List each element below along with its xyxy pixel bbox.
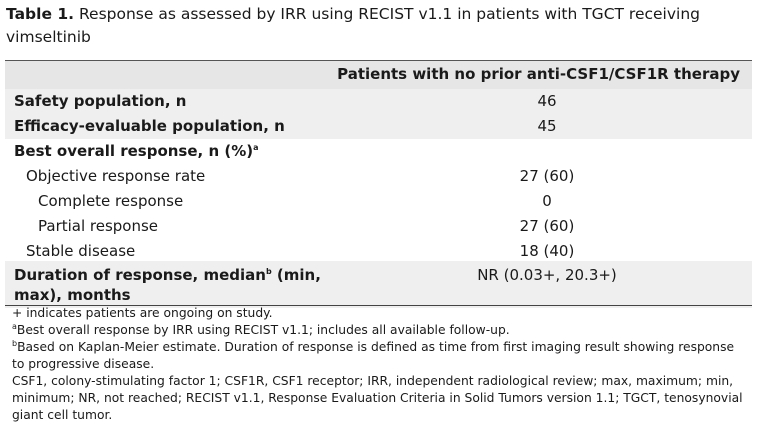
table-title: Response as assessed by IRR using RECIST v1.1 in patients with TGCT receiving vimseltinib bbox=[6, 5, 700, 46]
table-row bbox=[5, 89, 752, 114]
footnote-b: $^b$Based on Kaplan-Meier estimate. Duration of response is defined as time from first imaging result showing response to progressive disease. bbox=[12, 338, 735, 371]
row-label: Objective response rate bbox=[26, 167, 206, 185]
row-value: 27 (60) bbox=[519, 217, 575, 235]
row-label: Stable disease bbox=[26, 242, 136, 260]
row-label: Partial response bbox=[38, 217, 159, 235]
table-number: Table 1. bbox=[6, 5, 75, 23]
table-caption bbox=[6, 3, 751, 49]
table-footnotes bbox=[12, 305, 747, 424]
row-label: Duration of response, median$^b$ (min, max), months bbox=[14, 266, 321, 304]
footnote-a: $^a$Best overall response by IRR using RECIST v1.1; includes all available follow-up. bbox=[12, 321, 510, 337]
table-row bbox=[5, 189, 752, 214]
table-row bbox=[5, 261, 752, 308]
row-value: 46 bbox=[537, 92, 557, 110]
table-row bbox=[5, 164, 752, 189]
row-value: 45 bbox=[537, 117, 557, 135]
footnote-marker: a bbox=[253, 143, 259, 152]
table-header bbox=[5, 60, 752, 90]
row-value: NR (0.03+, 20.3+) bbox=[477, 266, 617, 284]
row-label: Safety population, n bbox=[14, 92, 187, 110]
table-row bbox=[5, 139, 752, 164]
table-row bbox=[5, 214, 752, 239]
row-label: Complete response bbox=[38, 192, 184, 210]
column-header: Patients with no prior anti-CSF1/CSF1R therapy bbox=[337, 65, 740, 83]
row-value: 27 (60) bbox=[519, 167, 575, 185]
footnote-marker: b bbox=[265, 267, 272, 276]
row-value: 18 (40) bbox=[519, 242, 575, 260]
row-label: Best overall response, n (%)$^a$ bbox=[14, 142, 259, 160]
row-label: Efficacy-evaluable population, n bbox=[14, 117, 285, 135]
row-value: 0 bbox=[542, 192, 552, 210]
table-row bbox=[5, 114, 752, 139]
footnote-abbreviations: CSF1, colony-stimulating factor 1; CSF1R, CSF1 receptor; IRR, independent radiological review; max, maximum; min, minimum; NR, not reached; RECIST v1.1, Response Evaluation Criteria in Solid Tumors version 1.1; TGCT, tenosynovial giant cell tumor. bbox=[12, 374, 743, 422]
footnote-plus: + indicates patients are ongoing on study. bbox=[12, 306, 273, 320]
